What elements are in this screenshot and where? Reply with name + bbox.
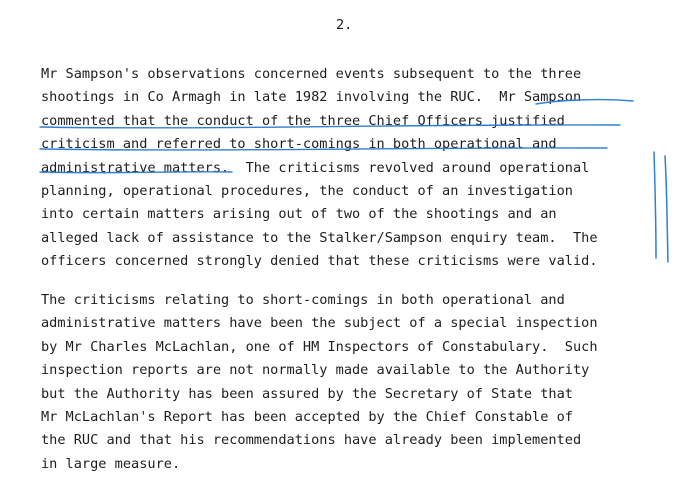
paragraph-2-line-6: Mr McLachlan's Report has been accepted by the Chief Constable of — [41, 408, 573, 425]
paragraph-1-line-6: planning, operational procedures, the conduct of an investigation — [41, 182, 573, 199]
margin-bracket-line — [665, 156, 668, 262]
paragraph-1-line-9: officers concerned strongly denied that these criticisms were valid. — [41, 253, 598, 270]
paragraph-2-line-7: the RUC and that his recommendations have already been implemented — [41, 432, 582, 449]
paragraph-1-line-2: shootings in Co Armagh in late 1982 involving the RUC. Mr Sampson — [41, 89, 582, 106]
paragraph-1-line-1: Mr Sampson's observations concerned events subsequent to the three — [41, 66, 582, 82]
underline-stroke-1 — [536, 100, 633, 104]
underline-stroke-3 — [40, 148, 607, 150]
paragraph-1-line-3: commented that the conduct of the three Chief Officers justified — [41, 112, 565, 129]
margin-bracket-line — [654, 152, 656, 258]
underline-stroke-4 — [40, 172, 232, 173]
paragraph-2-line-5: but the Authority has been assured by the Secretary of State that — [41, 385, 573, 402]
paragraph-1-line-7: into certain matters arising out of two of the shootings and an — [41, 206, 557, 223]
paragraph-2-line-4: inspection reports are not normally made available to the Authority — [41, 362, 590, 379]
paragraph-1-line-5: administrative matters. The criticisms revolved around operational — [41, 159, 590, 176]
paragraph-1-line-8: alleged lack of assistance to the Stalker/Sampson enquiry team. The — [41, 229, 598, 246]
underline-stroke-2 — [40, 125, 620, 128]
paragraph-2-line-8: in large measure. — [41, 455, 181, 472]
page-number: 2. — [336, 17, 353, 33]
paragraph-1-line-4: criticism and referred to short-comings in both operational and — [41, 136, 557, 153]
paragraph-2-line-2: administrative matters have been the subject of a special inspection — [41, 315, 598, 332]
paragraph-2-line-1: The criticisms relating to short-comings in both operational and — [41, 292, 565, 308]
paragraph-2-line-3: by Mr Charles McLachlan, one of HM Inspectors of Constabulary. Such — [41, 338, 598, 355]
